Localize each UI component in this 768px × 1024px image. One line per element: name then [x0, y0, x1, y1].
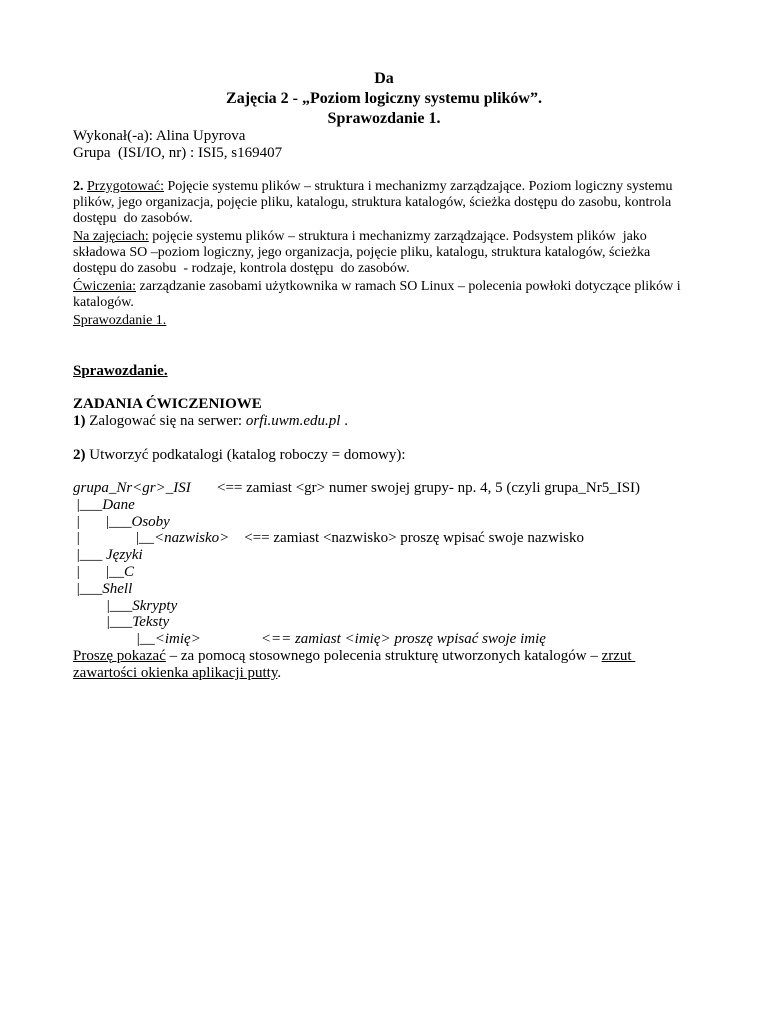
tree-branch: |__: [73, 631, 155, 647]
tree-row: [73, 497, 135, 514]
tree-branch: |___: [73, 497, 103, 513]
tree-branch: |___: [73, 614, 133, 630]
exercise-label: Ćwiczenia:: [73, 279, 136, 294]
tree-branch: |___: [73, 547, 107, 563]
exercise-paragraph: [73, 279, 681, 295]
header-line-1: Da: [374, 70, 394, 87]
prep-label: Przygotować:: [87, 179, 164, 194]
header-title: Zajęcia 2 - „Poziom logiczny systemu plików”.: [226, 90, 542, 107]
report-link: Sprawozdanie 1.: [73, 313, 167, 328]
class-paragraph: [73, 229, 647, 245]
tree-dir-dane: Dane: [102, 497, 135, 513]
tree-branch: | |__: [73, 530, 155, 546]
section-number: 2.: [73, 179, 84, 194]
prep-line-2: plików, jego organizacja, pojęcie pliku, katalogu, struktura katalogów, ścieżka dostępu do zasobu, kontrola: [73, 195, 672, 210]
tree-branch: | |__: [73, 564, 125, 580]
server-address: orfi.uwm.edu.pl: [245, 413, 341, 429]
tree-branch: |___: [73, 581, 103, 597]
closing-paragraph: [73, 648, 635, 665]
tree-dir-nazwisko: <nazwisko>: [154, 530, 230, 546]
closing-link-putty: zawartości okienka aplikacji putty: [73, 665, 278, 681]
task-1-end: .: [340, 413, 348, 429]
report-heading: Sprawozdanie.: [73, 363, 168, 379]
prep-text: Pojęcie systemu plików – struktura i mechanizmy zarządzające. Poziom logiczny systemu: [163, 179, 673, 194]
tree-note-imie: <== zamiast <imię> proszę wpisać swoje imię: [200, 631, 546, 647]
prep-line-3: dostępu do zasobów.: [73, 211, 193, 226]
group-line: Grupa (ISI/IO, nr) : ISI5, s169407: [73, 145, 283, 161]
closing-end: .: [277, 665, 282, 681]
header-report: Sprawozdanie 1.: [327, 110, 441, 127]
task-2: [73, 447, 406, 464]
exercise-text: zarządzanie zasobami użytkownika w ramach SO Linux – polecenia powłoki dotyczące plików i: [135, 279, 681, 294]
tree-row: [73, 581, 132, 598]
tree-dir-osoby: Osoby: [131, 514, 170, 530]
class-line-2: składowa SO –poziom logiczny, jego organizacja, pojęcie pliku, katalogu, struktura katalogów, ścieżka: [73, 245, 651, 260]
task-1-number: 1): [73, 413, 86, 429]
closing-line-2: [73, 665, 281, 682]
tree-root: [73, 480, 640, 497]
tree-branch: |___: [73, 598, 133, 614]
task-1: [73, 413, 348, 430]
tree-dir-skrypty: Skrypty: [132, 598, 178, 614]
tree-row: [73, 514, 170, 531]
tree-row: [73, 530, 584, 547]
tree-branch: | |___: [73, 514, 132, 530]
class-text: pojęcie systemu plików – struktura i mechanizmy zarządzające. Podsystem plików jako: [148, 229, 647, 244]
closing-link-show: Proszę pokazać: [73, 648, 166, 664]
prep-paragraph: [73, 179, 673, 195]
tree-root-name: grupa_Nr<gr>_ISI: [73, 480, 191, 496]
closing-text: – za pomocą stosownego polecenia strukturę utworzonych katalogów –: [165, 648, 602, 664]
tree-row: [73, 547, 143, 564]
closing-link-screenshot: zrzut: [601, 648, 636, 664]
task-1-text: Zalogować się na serwer:: [85, 413, 246, 429]
class-label: Na zajęciach:: [73, 229, 149, 244]
tree-row: [73, 564, 134, 581]
tree-dir-shell: Shell: [102, 581, 133, 597]
task-2-number: 2): [73, 447, 86, 463]
tree-dir-teksty: Teksty: [132, 614, 170, 630]
tree-dir-imie: <imię>: [154, 631, 201, 647]
task-2-text: Utworzyć podkatalogi (katalog roboczy = domowy):: [85, 447, 406, 463]
tasks-heading: ZADANIA ĆWICZENIOWE: [73, 396, 262, 412]
tree-dir-jezyki: Języki: [106, 547, 143, 563]
tree-root-note: <== zamiast <gr> numer swojej grupy- np. 4, 5 (czyli grupa_Nr5_ISI): [190, 480, 641, 496]
tree-row: [73, 598, 177, 615]
tree-row: [73, 614, 169, 631]
class-line-3: dostępu do zasobu - rodzaje, kontrola dostępu do zasobów.: [73, 261, 410, 276]
author-line: Wykonał(-a): Alina Upyrova: [73, 128, 246, 144]
exercise-line-2: katalogów.: [73, 295, 134, 310]
tree-note-nazwisko: <== zamiast <nazwisko> proszę wpisać swoje nazwisko: [229, 530, 584, 546]
tree-row: [73, 631, 546, 648]
tree-dir-c: C: [124, 564, 135, 580]
